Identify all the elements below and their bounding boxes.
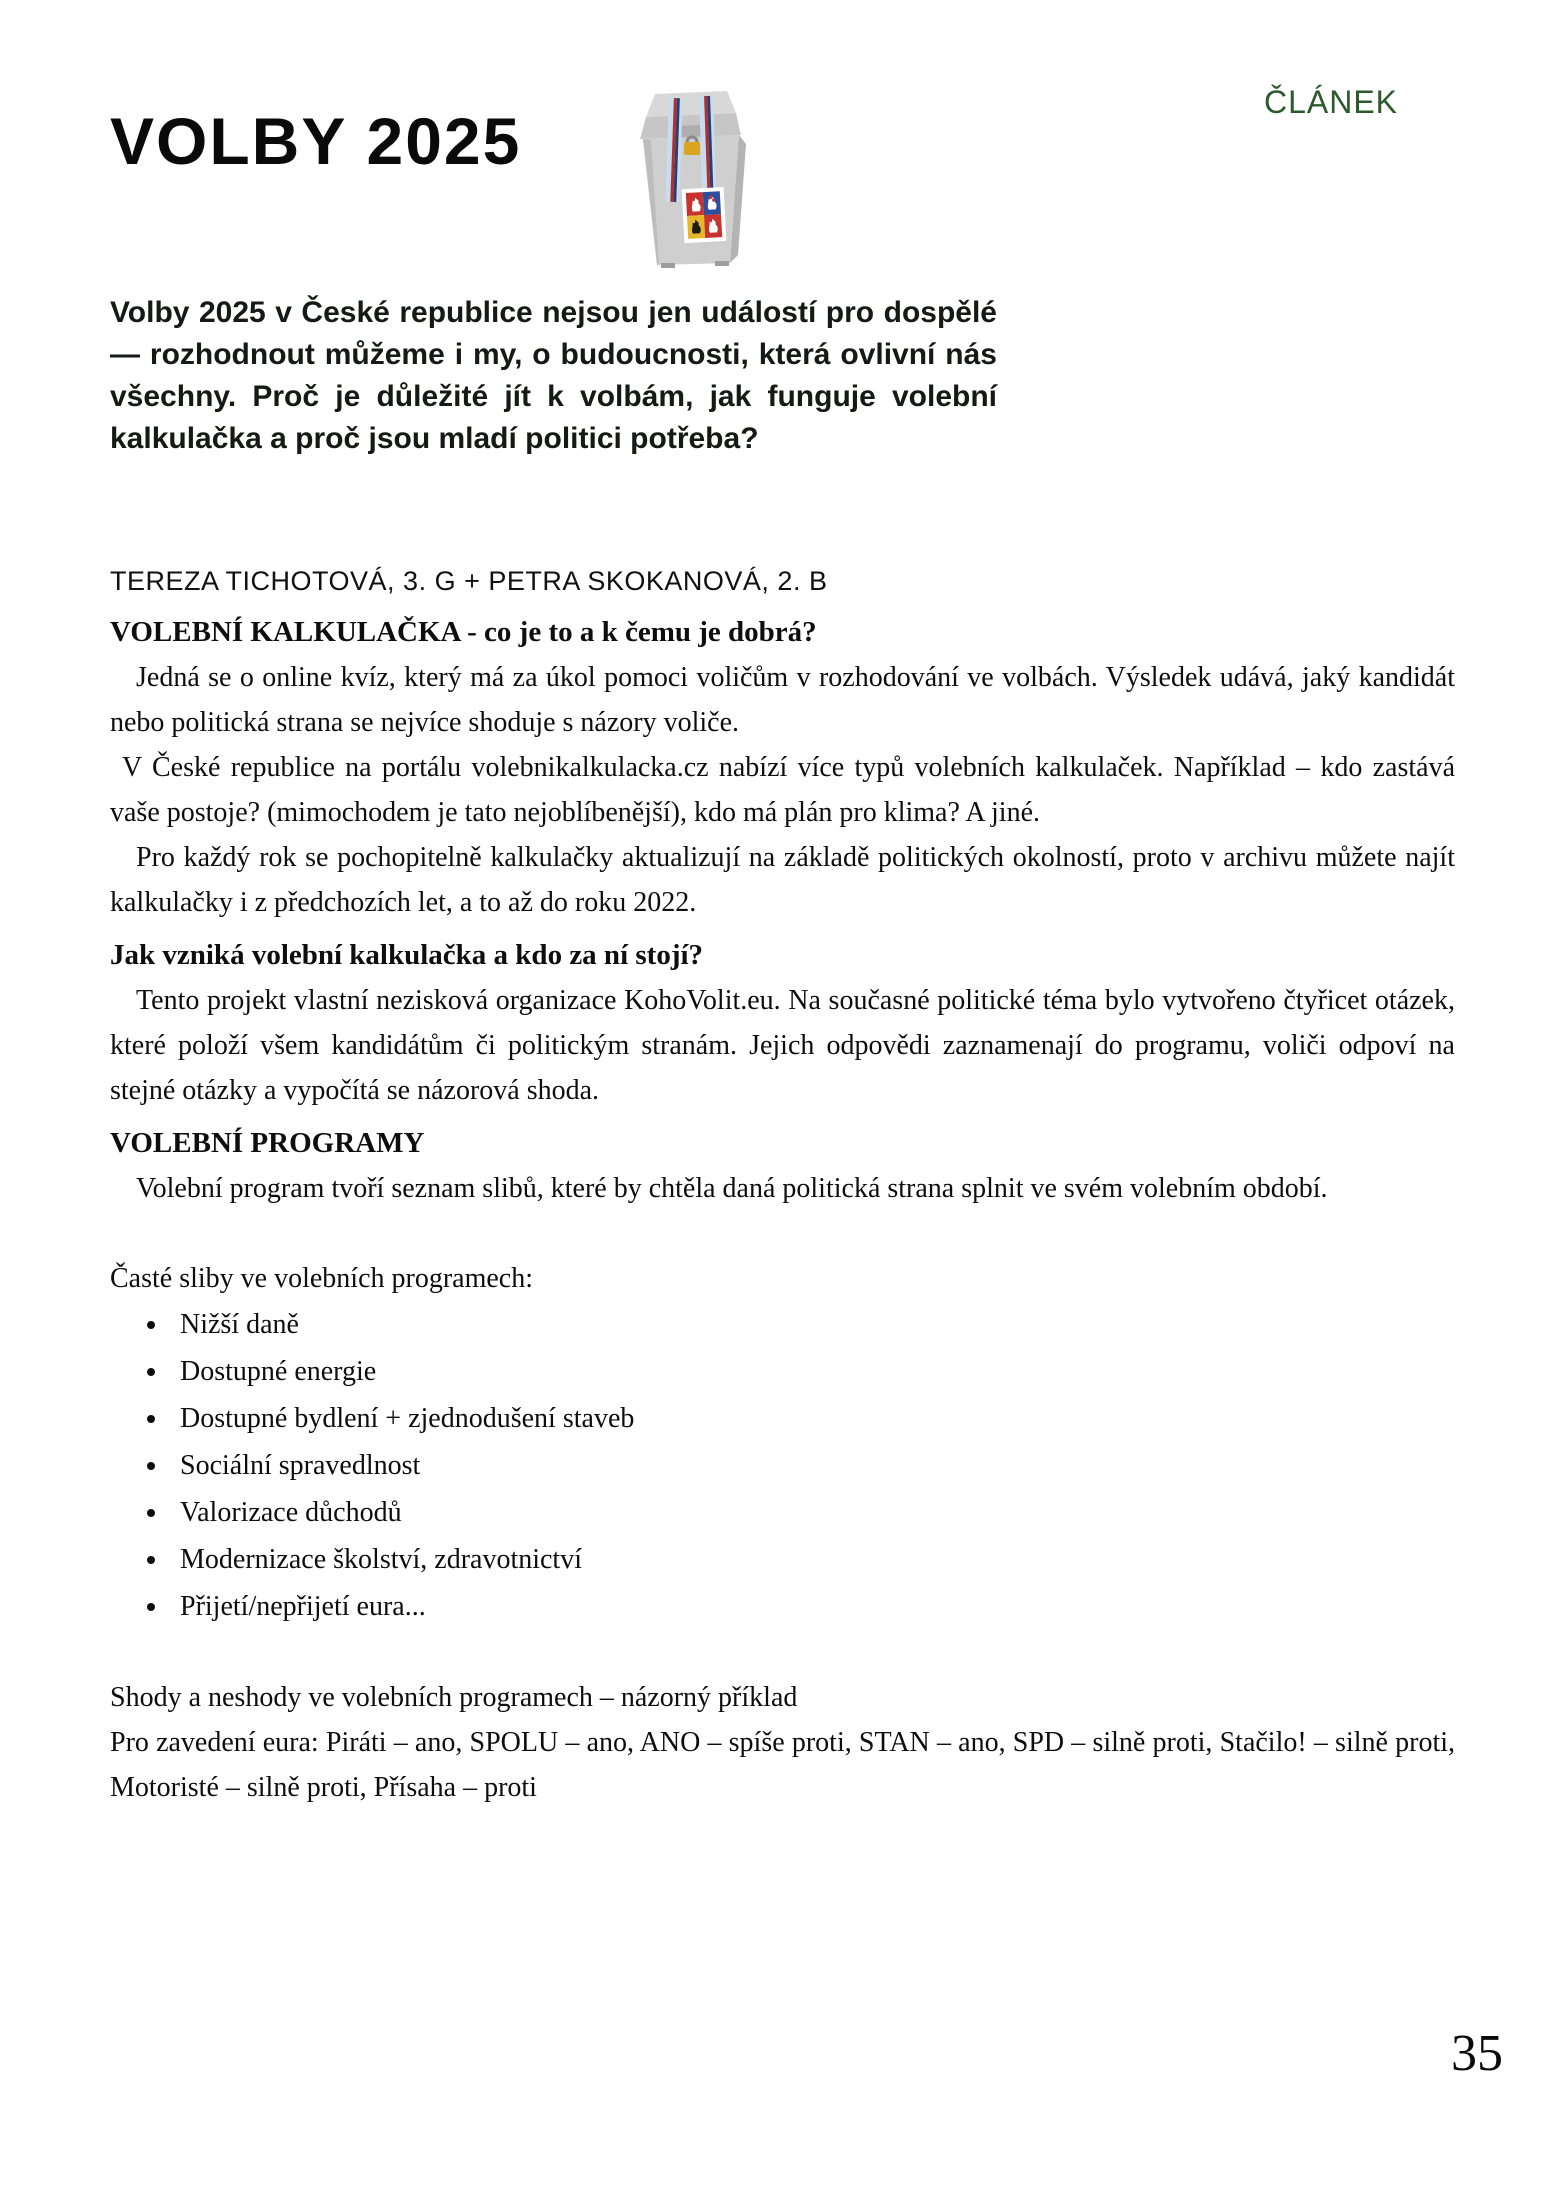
list-intro-line: Časté sliby ve volebních programech:: [110, 1263, 533, 1294]
list-item: • Dostupné energie: [170, 1348, 1455, 1395]
list-item: • Valorizace důchodů: [170, 1489, 1455, 1536]
article-tag: ČLÁNEK: [1263, 84, 1398, 120]
list-item: • Sociální spravedlnost: [170, 1442, 1455, 1489]
body-paragraph: Tento projekt vlastní nezisková organizace KohoVolit.eu. Na současné politické téma bylo vytvořeno čtyřicet otázek, které položí všem kandidátům či politickým stranám. Jejich odpovědi zaznamenají do programu, voliči odpoví na stejné otázky a vypočítá se názorová shoda.: [110, 985, 1455, 1106]
body-paragraph: Jedná se o online kvíz, který má za úkol pomoci voličům v rozhodování ve volbách. Výsledek udává, jaký kandidát nebo politická strana se nejvíce shoduje s názory voliče.: [110, 662, 1455, 738]
example-line: Pro zavedení eura: Piráti – ano, SPOLU – ano, ANO – spíše proti, STAN – ano, SPD – silně proti, Stačilo! – silně proti, Motoristé – silně proti, Přísaha – proti: [110, 1727, 1455, 1803]
promise-list: [110, 1301, 1455, 1630]
article-body: [110, 610, 1455, 1810]
intro-paragraph: Volby 2025 v České republice nejsou jen událostí pro dospělé — rozhodnout můžeme i my, o budoucnosti, která ovlivní nás všechny. Proč je důležité jít k volbám, jak funguje volební kalkulačka a proč jsou mladí politici potřeba?: [110, 296, 997, 455]
list-item: • Přijetí/nepřijetí eura...: [170, 1583, 1455, 1630]
body-paragraph: V České republice na portálu volebnikalkulacka.cz nabízí více typů volebních kalkulaček. Například – kdo zastává vaše postoje? (mimochodem je tato nejoblíbenější), kdo má plán pro klima? A jiné.: [110, 752, 1455, 828]
section-heading-volebni-kalkulacka: VOLEBNÍ KALKULAČKA - co je to a k čemu je dobrá?: [110, 616, 817, 648]
list-item: • Modernizace školství, zdravotnictví: [170, 1536, 1455, 1583]
page-number: 35: [1451, 2025, 1503, 2082]
body-paragraph: Pro každý rok se pochopitelně kalkulačky aktualizují na základě politických okolností, proto v archivu můžete najít kalkulačky i z předchozích let, a to až do roku 2022.: [110, 842, 1455, 918]
section-heading-volebni-programy: VOLEBNÍ PROGRAMY: [110, 1127, 425, 1159]
list-item: • Dostupné bydlení + zjednodušení staveb: [170, 1395, 1455, 1442]
list-item: • Nižší daně: [170, 1301, 1455, 1348]
ballot-box-image: [615, 82, 765, 272]
masthead: [110, 104, 1455, 230]
example-heading-line: Shody a neshody ve volebních programech – názorný příklad: [110, 1682, 798, 1713]
page-title: VOLBY 2025: [110, 104, 522, 178]
body-paragraph: Volební program tvoří seznam slibů, které by chtěla daná politická strana splnit ve svém volebním období.: [136, 1173, 1328, 1204]
section-heading-jak-vznika: Jak vzniká volební kalkulačka a kdo za ní stojí?: [110, 939, 704, 971]
byline: TEREZA TICHOTOVÁ, 3. G + PETRA SKOKANOVÁ, 2. B: [110, 566, 828, 596]
